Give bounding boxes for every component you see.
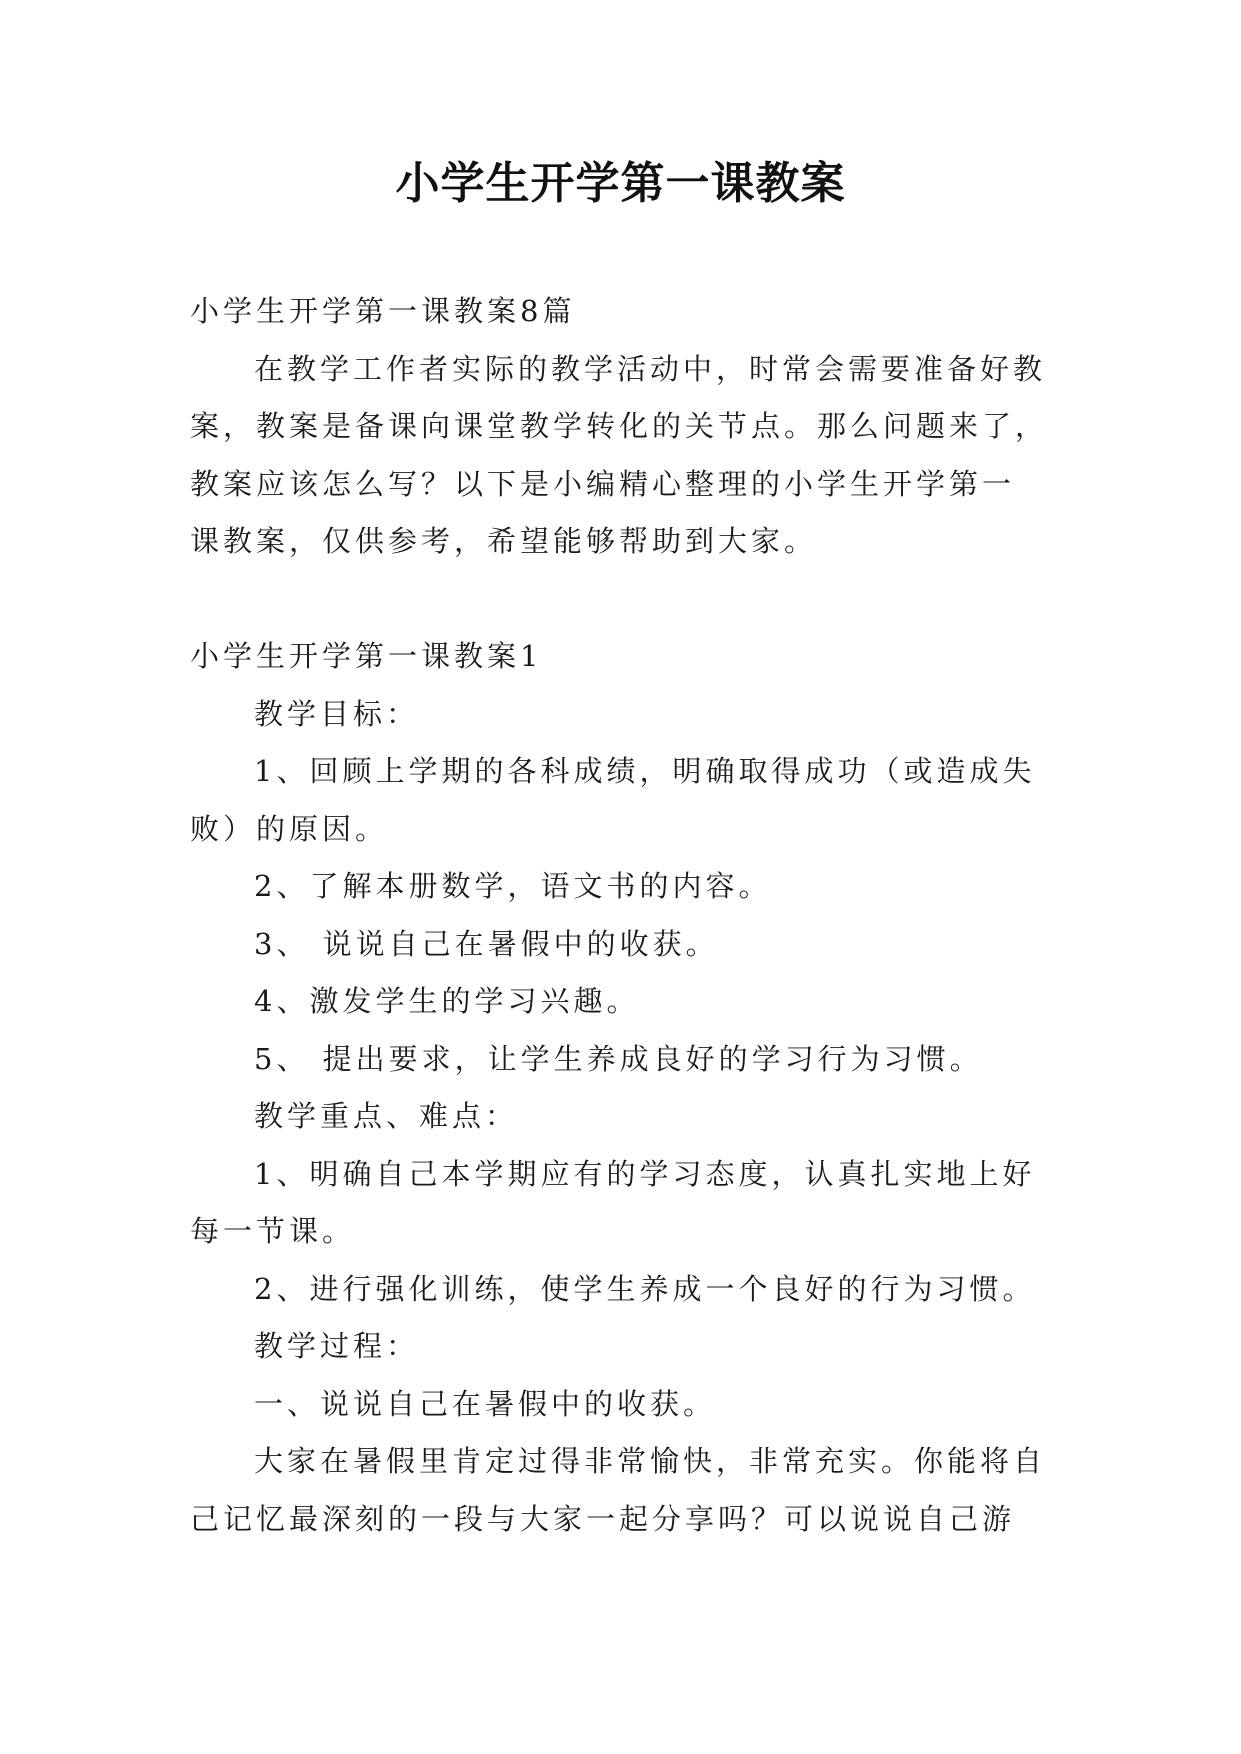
goal-item-continued: 败）的原因。: [190, 811, 389, 846]
goal-item: 4、激发学生的学习兴趣。: [254, 984, 640, 1018]
process-label: 教学过程：: [254, 1329, 420, 1363]
goals-label: 教学目标：: [254, 696, 420, 731]
key-point-item: 1、明确自己本学期应有的学习态度，认真扎实地上好: [254, 1156, 1036, 1191]
process-text-line: 己记忆最深刻的一段与大家一起分享吗？可以说说自己游: [190, 1501, 1016, 1536]
section-heading: 小学生开学第一课教案1: [190, 639, 543, 673]
key-point-item: 2、进行强化训练，使学生养成一个良好的行为习惯。: [254, 1271, 1036, 1306]
paragraph-gap: [190, 571, 1050, 629]
key-point-item-continued: 每一节课。: [190, 1214, 356, 1248]
intro-line: 案，教案是备课向课堂教学转化的关节点。那么问题来了，: [190, 409, 1049, 443]
document-title: 小学生开学第一课教案: [395, 158, 846, 209]
intro-line: 教案应该怎么写？以下是小编精心整理的小学生开学第一: [190, 466, 1016, 501]
intro-line: 课教案，仅供参考，希望能够帮助到大家。: [190, 524, 818, 558]
key-points-label: 教学重点、难点：: [254, 1099, 519, 1133]
document-body: [190, 283, 1050, 1548]
goal-item: 2、了解本册数学，语文书的内容。: [254, 869, 772, 903]
document-subtitle: 小学生开学第一课教案8篇: [190, 294, 576, 328]
goal-item: 5、 提出要求，让学生养成良好的学习行为习惯。: [254, 1041, 983, 1076]
process-step: 一、说说自己在暑假中的收获。: [254, 1386, 717, 1421]
process-text-line: 大家在暑假里肯定过得非常愉快，非常充实。你能将自: [254, 1444, 1047, 1478]
goal-item: 1、回顾上学期的各科成绩，明确取得成功（或造成失: [254, 754, 1036, 788]
goal-item: 3、 说说自己在暑假中的收获。: [254, 926, 719, 961]
intro-line: 在教学工作者实际的教学活动中，时常会需要准备好教: [254, 351, 1047, 386]
